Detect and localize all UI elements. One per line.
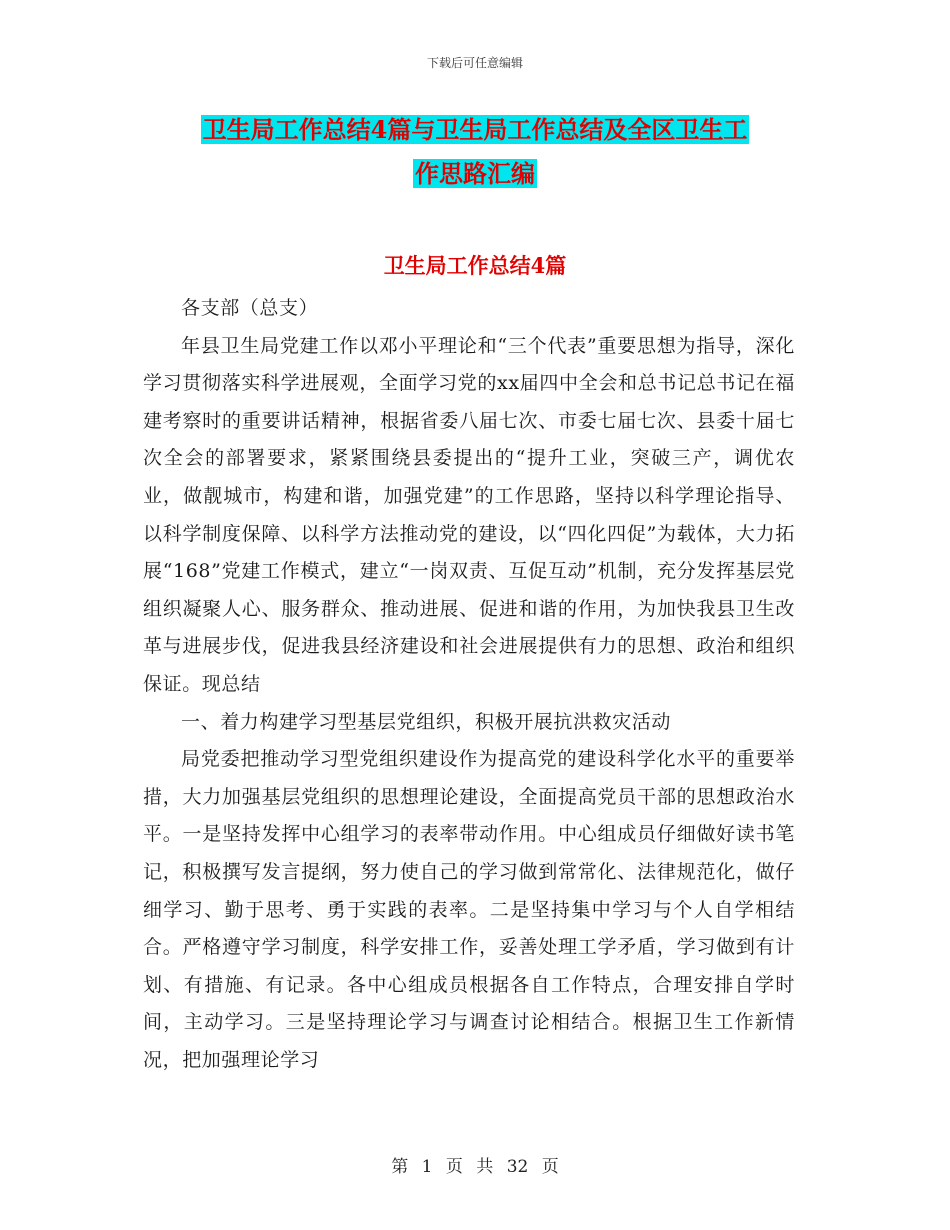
page-number-footer: 第 1 页 共 32 页 [391, 1157, 559, 1177]
document-body [143, 290, 795, 1079]
body-paragraph: 局党委把推动学习型党组织建设作为提高党的建设科学化水平的重要举措，大力加强基层党组织的思想理论建设，全面提高党员干部的思想政治水平。一是坚持发挥中心组学习的表率带动作用。中心组成员仔细做好读书笔记，积极撰写发言提纲，努力使自己的学习做到常常化、法律规范化，做仔细学习、勤于思考、勇于实践的表率。二是坚持集中学习与个人自学相结合。严格遵守学习制度，科学安排工作，妥善处理工学矛盾，学习做到有计划、有措施、有记录。各中心组成员根据各自工作特点，合理安排自学时间，主动学习。三是坚持理论学习与调查讨论相结合。根据卫生工作新情况，把加强理论学习 [143, 748, 795, 1071]
title-highlight: 作思路汇编 [415, 159, 535, 188]
title-highlight: 卫生局工作总结4篇与卫生局工作总结及全区卫生工 [202, 115, 748, 144]
document-title-line-2 [150, 150, 800, 198]
section-title: 卫生局工作总结4篇 [383, 253, 567, 278]
section-heading: 一、着力构建学习型基层党组织，积极开展抗洪救灾活动 [181, 710, 672, 733]
document-title-line-1 [150, 106, 800, 154]
header-note: 下载后可任意编辑 [426, 56, 523, 70]
body-paragraph: 年县卫生局党建工作以邓小平理论和“三个代表”重要思想为指导，深化学习贯彻落实科学进展观，全面学习党的xx届四中全会和总书记总书记在福建考察时的重要讲话精神，根据省委八届七次、市委七届七次、县委十届七次全会的部署要求，紧紧围绕县委提出的“提升工业，突破三产，调优农业，做靓城市，构建和谐，加强党建”的工作思路，坚持以科学理论指导、以科学制度保障、以科学方法推动党的建设，以“四化四促”为载体，大力拓展“168”党建工作模式，建立“一岗双责、互促互动”机制，充分发挥基层党组织凝聚人心、服务群众、推动进展、促进和谐的作用，为加快我县卫生改革与进展步伐，促进我县经济建设和社会进展提供有力的思想、政治和组织保证。现总结 [143, 334, 795, 695]
salutation-paragraph: 各支部（总支） [181, 297, 319, 319]
